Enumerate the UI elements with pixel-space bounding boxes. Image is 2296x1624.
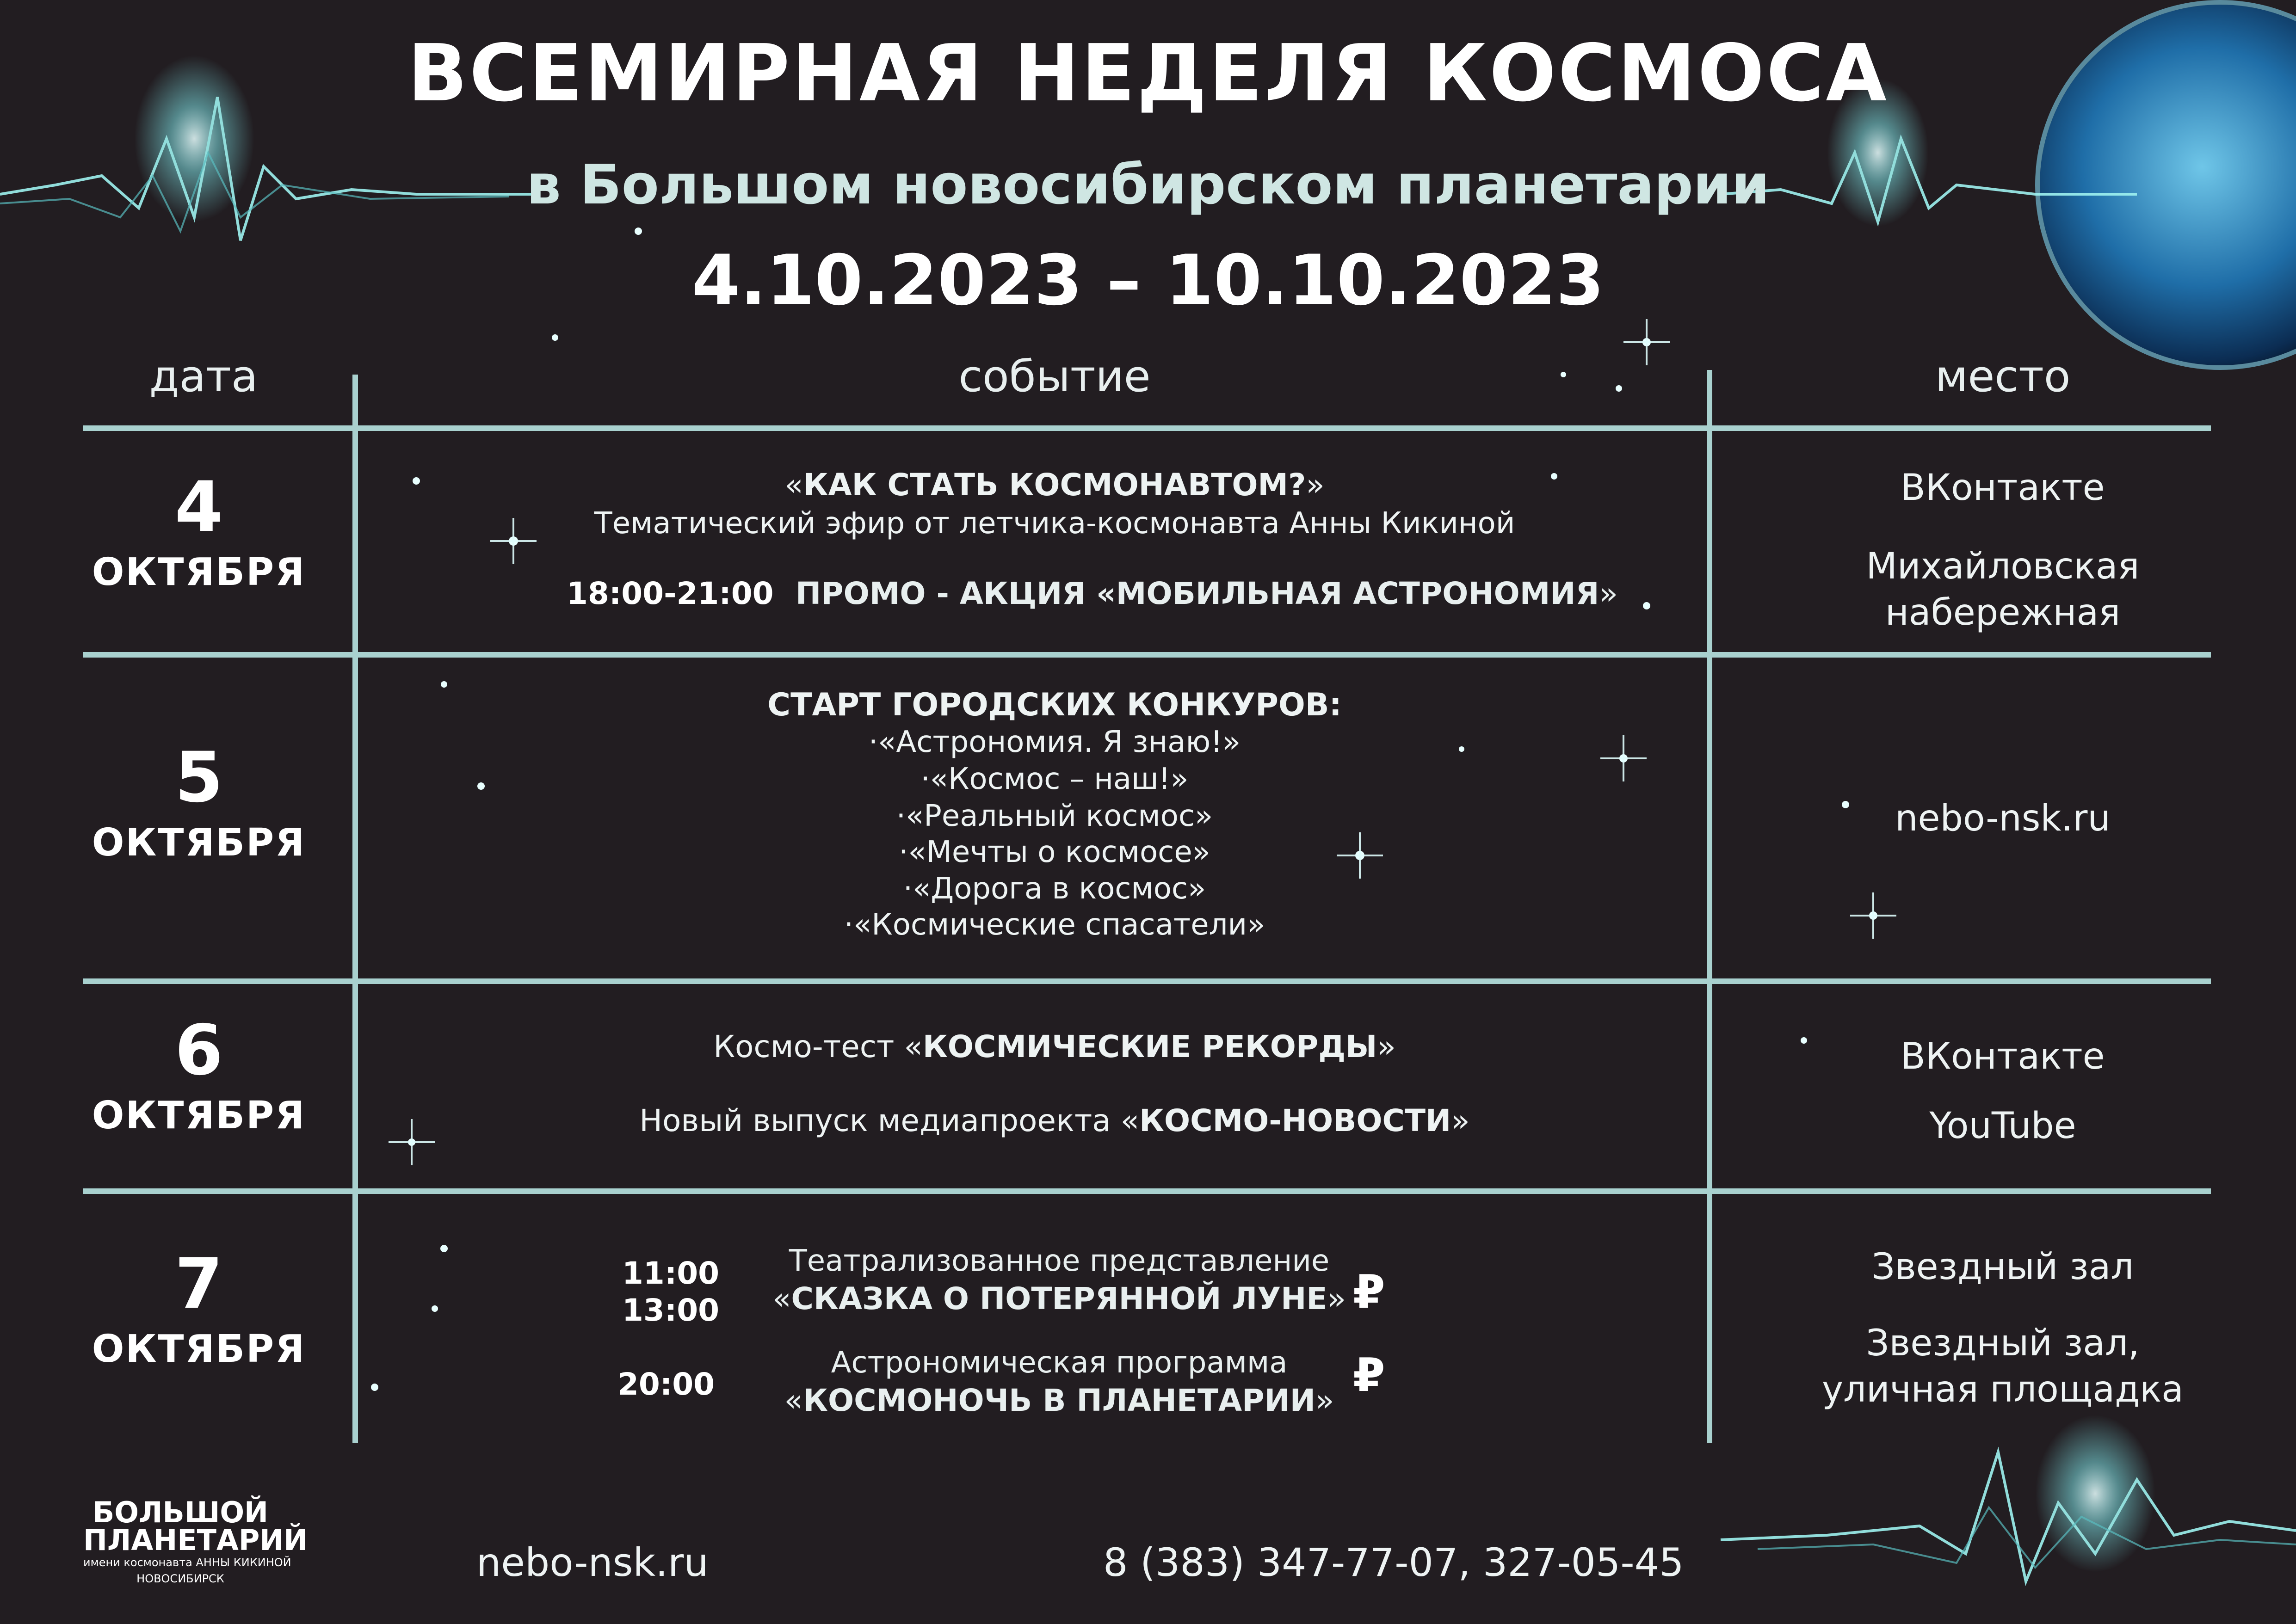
- event-description: Астрономическая программа: [831, 1346, 1288, 1380]
- place-line: уличная площадка: [1822, 1369, 2184, 1410]
- event-heading: СТАРТ ГОРОДСКИХ КОНКУРОВ:: [767, 687, 1342, 723]
- month-name: ОКТЯБРЯ: [92, 1327, 306, 1371]
- event-title-line: [361, 467, 1748, 503]
- ruble-icon: ₽: [1353, 1348, 1385, 1402]
- event-description: Театрализованное представление: [789, 1244, 1330, 1278]
- logo-text: БОЛЬШОЙ: [93, 1495, 268, 1529]
- list-item: ·«Космос – наш!»: [920, 762, 1189, 796]
- quote-mark: »: [1377, 1029, 1396, 1064]
- column-header-place: место: [1935, 351, 2071, 402]
- event-time: 18:00-21:00: [567, 576, 774, 611]
- quote-mark: »: [1599, 576, 1618, 611]
- promo-prefix: ПРОМО - АКЦИЯ «: [796, 576, 1116, 611]
- place-line: Михайловская: [1866, 546, 2140, 587]
- event-time: 13:00: [622, 1292, 720, 1328]
- event-time: 20:00: [617, 1366, 715, 1402]
- column-divider: [352, 375, 358, 1443]
- day-number: 4: [174, 467, 223, 547]
- day-number: 6: [174, 1010, 223, 1091]
- place-link[interactable]: YouTube: [1929, 1105, 2076, 1147]
- date-range: 4.10.2023 – 10.10.2023: [691, 240, 1605, 321]
- event-title: КОСМО-НОВОСТИ: [1139, 1103, 1451, 1138]
- quote-mark: «: [784, 1383, 803, 1418]
- list-item: ·«Астрономия. Я знаю!»: [868, 725, 1241, 759]
- quote-mark: «: [784, 467, 803, 503]
- ruble-icon: ₽: [1353, 1265, 1385, 1319]
- month-name: ОКТЯБРЯ: [92, 1094, 306, 1138]
- column-header-date: дата: [149, 351, 258, 402]
- quote-mark: »: [1327, 1281, 1346, 1316]
- event-title: КОСМИЧЕСКИЕ РЕКОРДЫ: [922, 1029, 1377, 1064]
- event-description: Тематический эфир от летчика-космонавта Анны Кикиной: [594, 506, 1515, 541]
- row-divider: [83, 978, 2211, 984]
- logo-text: ПЛАНЕТАРИЙ: [83, 1523, 308, 1557]
- event-time: 11:00: [622, 1255, 720, 1291]
- place-name: Звездный зал: [1871, 1246, 2134, 1288]
- row-divider: [83, 1188, 2211, 1194]
- month-name: ОКТЯБРЯ: [92, 821, 306, 865]
- place-line: Звездный зал,: [1866, 1323, 2140, 1364]
- page-subtitle: в Большом новосибирском планетарии: [526, 153, 1770, 216]
- quote-mark: »: [1451, 1103, 1470, 1138]
- page-title: ВСЕМИРНАЯ НЕДЕЛЯ КОСМОСА: [407, 28, 1889, 119]
- event-prefix: Новый выпуск медиапроекта «: [639, 1103, 1140, 1138]
- place-link[interactable]: ВКонтакте: [1901, 1036, 2105, 1077]
- column-header-event: событие: [958, 351, 1151, 402]
- logo-caption: НОВОСИБИРСК: [136, 1572, 224, 1585]
- list-item: ·«Дорога в космос»: [903, 872, 1206, 906]
- place-line: набережная: [1885, 592, 2121, 634]
- event-line: [361, 1029, 1748, 1064]
- place-link[interactable]: nebo-nsk.ru: [1895, 798, 2111, 839]
- month-name: ОКТЯБРЯ: [92, 550, 306, 594]
- logo-caption: имени космонавта АННЫ КИКИНОЙ: [83, 1556, 291, 1569]
- day-number: 7: [174, 1244, 223, 1324]
- quote-mark: »: [1306, 467, 1325, 503]
- promo-line: [796, 576, 1618, 611]
- event-title-line: [749, 1383, 1369, 1418]
- quote-mark: «: [772, 1281, 791, 1316]
- list-item: ·«Реальный космос»: [896, 799, 1213, 833]
- day-number: 5: [174, 738, 223, 818]
- event-title: КОСМОНОЧЬ В ПЛАНЕТАРИИ: [803, 1383, 1315, 1418]
- place-name: ВКонтакте: [1901, 467, 2105, 509]
- promo-title: МОБИЛЬНАЯ АСТРОНОМИЯ: [1116, 576, 1599, 611]
- quote-mark: »: [1315, 1383, 1334, 1418]
- place-name: [1711, 1320, 2294, 1413]
- row-divider: [83, 425, 2211, 431]
- website-link[interactable]: nebo-nsk.ru: [476, 1540, 709, 1585]
- event-title: СКАЗКА О ПОТЕРЯННОЙ ЛУНЕ: [791, 1281, 1327, 1316]
- wave-decoration-bottom: [1721, 1415, 2296, 1581]
- event-prefix: Космо-тест «: [713, 1029, 923, 1064]
- list-item: ·«Мечты о космосе»: [899, 835, 1210, 869]
- row-divider: [83, 652, 2211, 658]
- event-line: [361, 1103, 1748, 1138]
- event-title: КАК СТАТЬ КОСМОНАВТОМ?: [803, 467, 1306, 503]
- list-item: ·«Космические спасатели»: [844, 908, 1265, 942]
- place-name: [1711, 543, 2294, 636]
- phone-numbers: 8 (383) 347-77-07, 327-05-45: [1103, 1540, 1684, 1585]
- event-title-line: [749, 1281, 1369, 1316]
